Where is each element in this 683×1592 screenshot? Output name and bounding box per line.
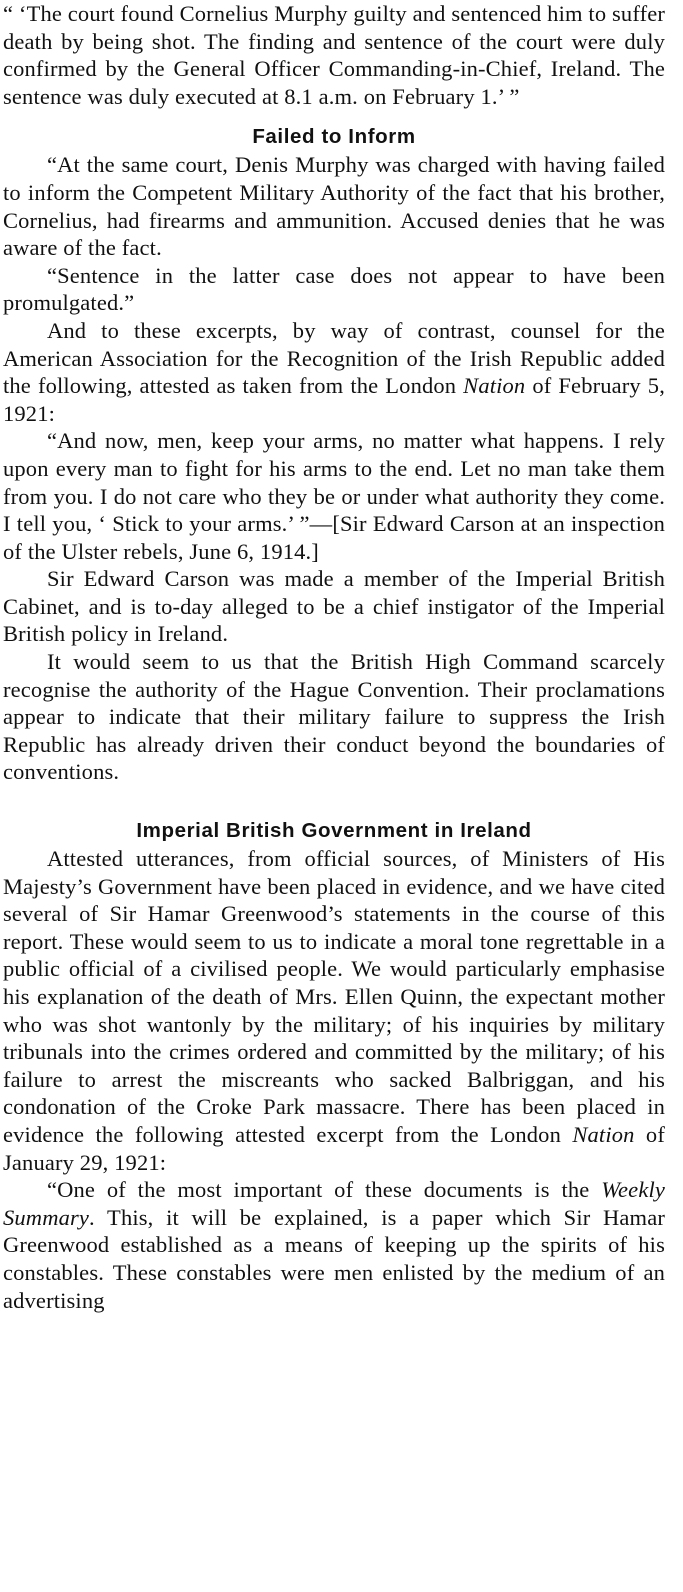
paragraph-attested-utterances (3, 845, 665, 1176)
text-run: Attested utterances, from official sources, of Ministers of His Majesty’s Government have been placed in evidence, and we have cited several of Sir Hamar Greenwood’s statements in the course of this report. These would seem to us to indicate a moral tone regrettable in a public official of a civilised people. We would particularly emphasise his explanation of the death of Mrs. Ellen Quinn, the expectant mother who was shot wantonly by the military; of his inquiries by military tribunals into the crimes ordered and committed by the military; of his failure to arrest the miscreants who sacked Balbriggan, and his condonation of the Croke Park massacre. There has been placed in evidence the following attested excerpt from the London (3, 846, 665, 1147)
section-heading-failed-to-inform: Failed to Inform (252, 125, 416, 149)
italic-title-nation: Nation (463, 373, 526, 399)
text-run: “One of the most important of these documents is the (47, 1177, 602, 1203)
opening-quote-paragraph: “ ‘The court found Cornelius Murphy guilty and sentenced him to suffer death by being shot. The finding and sentence of the court were duly confirmed by the General Officer Commanding-in-Chief, Ireland. The sentence was duly executed at 8.1 a.m. on February 1.’ ” (3, 1, 665, 109)
paragraph-sentence-promulgated: “Sentence in the latter case does not appear to have been promulgated.” (3, 262, 665, 316)
paragraph-hague-convention: It would seem to us that the British High Command scarcely recognise the authority of the Hague Convention. Their proclamations appear to indicate that their military failure to suppress the Irish Republic has already driven their conduct beyond the boundaries of conventions. (3, 649, 665, 785)
text-run: of January 29, 1921: (3, 1121, 665, 1175)
paragraph-carson-cabinet: Sir Edward Carson was made a member of the Imperial British Cabinet, and is to-day alleged to be a chief instigator of the Imperial British policy in Ireland. (3, 566, 665, 647)
text-run: And to these excerpts, by way of contrast, counsel for the American Association for the Recognition of the Irish Republic added the following, attested as taken from the London (3, 317, 665, 399)
paragraph-carson-quote: “And now, men, keep your arms, no matter what happens. I rely upon every man to fight for his arms to the end. Let no man take them from you. I do not care who they be or under what authority they come. I tell you, ‘ Stick to your arms.’ ”—[Sir Edward Carson at an inspection of the Ulster rebels, June 6, 1914.] (3, 428, 665, 564)
paragraph-excerpts-contrast (3, 317, 665, 427)
paragraph-weekly-summary (3, 1176, 665, 1314)
italic-title-weekly-summary: Weekly Summary (3, 1177, 665, 1230)
text-run: of February 5, 1921: (3, 373, 665, 426)
paragraph-denis-murphy: “At the same court, Denis Murphy was charged with having failed to inform the Competent Military Authority of the fact that his brother, Cornelius, had firearms and ammunition. Accused denies that he was aware of the fact. (3, 152, 665, 261)
section-heading-imperial-government: Imperial British Government in Ireland (136, 819, 532, 843)
text-run: . This, it will be explained, is a paper which Sir Hamar Greenwood established as a means of keeping up the spirits of his constables. These constables were men enlisted by the medium of an advertising (3, 1204, 665, 1313)
italic-title-nation: Nation (572, 1121, 635, 1147)
